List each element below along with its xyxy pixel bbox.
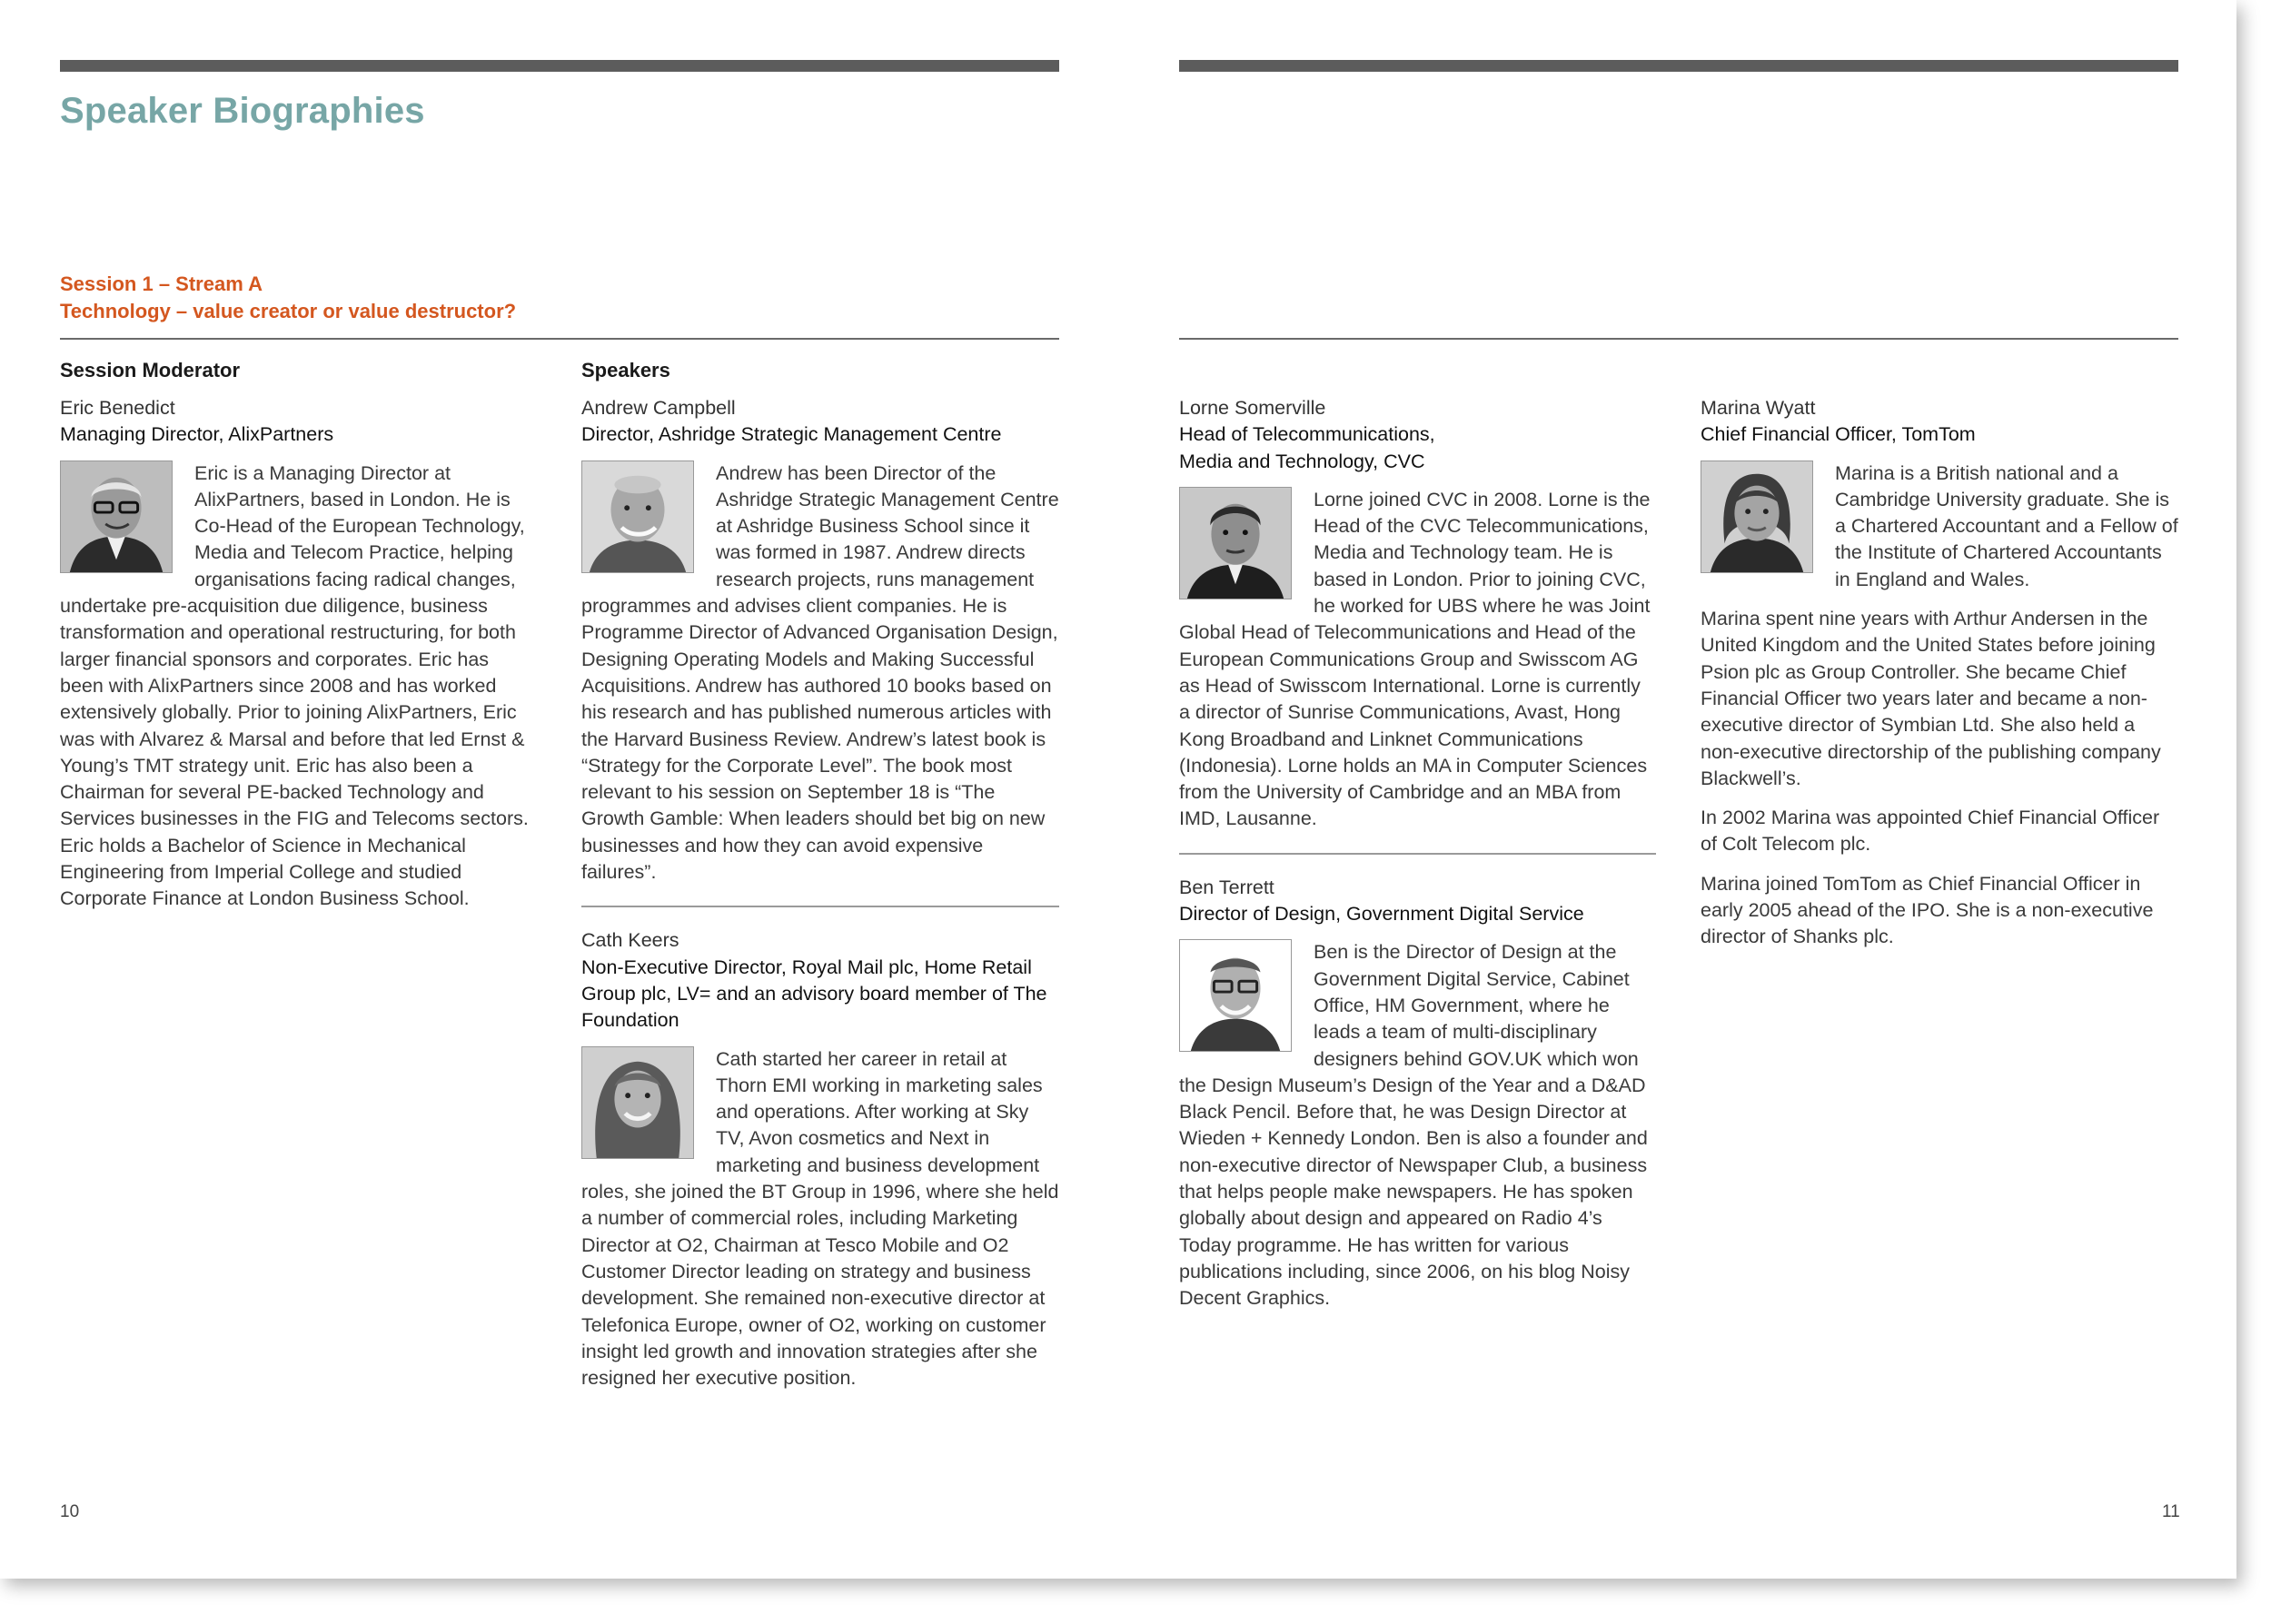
session-topic: Technology – value creator or value destructor? xyxy=(60,300,517,322)
speaker-photo-keers xyxy=(581,1046,694,1159)
right-page-top-rule xyxy=(1179,60,2178,72)
speakers-heading: Speakers xyxy=(581,359,670,381)
speaker-entry-keers xyxy=(581,927,1059,1391)
speaker-photo-benedict xyxy=(60,460,173,573)
speaker-photo-terrett xyxy=(1179,939,1292,1052)
speaker-role: Non-Executive Director, Royal Mail plc, Home Retail Group plc, LV= and an advisory board member of The Foundation xyxy=(581,956,1047,1032)
entry-divider xyxy=(581,906,1059,907)
portrait-image xyxy=(61,461,172,572)
speaker-name: Ben Terrett xyxy=(1179,876,1274,898)
speaker-photo-wyatt xyxy=(1701,460,1813,573)
right-section-rule xyxy=(1179,338,2178,340)
page-number-left: 10 xyxy=(60,1502,80,1521)
right-column-1 xyxy=(1179,395,1656,1325)
speaker-name: Andrew Campbell xyxy=(581,397,736,419)
speakers-column xyxy=(581,357,1059,1404)
speaker-entry-wyatt xyxy=(1701,395,2178,951)
page-title: Speaker Biographies xyxy=(60,91,425,131)
speaker-bio: Lorne joined CVC in 2008. Lorne is the Head of the CVC Telecommunications, Media and Technology team. He is based in London. Prior to joining CVC, he worked for UBS where he was Joint Global Head of Telecommunications and Head of the European Communications Group and Swisscom AG as Head of Swisscom International. Lorne is currently a director of Sunrise Communications, Avast, Hong Kong Broadband and Linknet Communications (Indonesia). Lorne holds an MA in Computer Sciences from the University of Cambridge and an MBA from IMD, Lausanne. xyxy=(1179,488,1651,830)
moderator-heading: Session Moderator xyxy=(60,359,241,381)
portrait-image xyxy=(1180,488,1291,599)
speaker-name: Eric Benedict xyxy=(60,397,175,419)
portrait-image xyxy=(1180,940,1291,1051)
right-column-2 xyxy=(1701,395,2178,964)
speaker-entry-somerville xyxy=(1179,395,1656,833)
speaker-role-line1: Head of Telecommunications, xyxy=(1179,423,1435,446)
speaker-role: Director of Design, Government Digital Service xyxy=(1179,903,1584,926)
speaker-entry-benedict xyxy=(60,395,537,913)
speaker-name: Marina Wyatt xyxy=(1701,397,1816,419)
speaker-name: Cath Keers xyxy=(581,929,679,952)
speaker-entry-terrett xyxy=(1179,875,1656,1312)
left-page-top-rule xyxy=(60,60,1059,72)
session-heading xyxy=(60,271,516,325)
entry-divider xyxy=(1179,853,1656,855)
speaker-photo-somerville xyxy=(1179,487,1292,599)
session-stream: Session 1 – Stream A xyxy=(60,272,263,295)
speaker-role-line2: Media and Technology, CVC xyxy=(1179,450,1425,472)
speaker-role: Chief Financial Officer, TomTom xyxy=(1701,423,1976,446)
speaker-photo-campbell xyxy=(581,460,694,573)
speaker-bio: Eric is a Managing Director at AlixPartners, based in London. He is Co-Head of the European Technology, Media and Telecom Practice, helping organisations facing radical changes, undertake pre-acquisition due diligence, business transformation and operational restructuring, for both larger financial sponsors and corporates. Eric has been with AlixPartners since 2008 and has worked extensively globally. Prior to joining AlixPartners, Eric was with Alvarez & Marsal and before that led Ernst & Young’s TMT strategy unit. Eric has also been a Chairman for several PE-backed Technology and Services businesses in the FIG and Telecoms sectors. Eric holds a Bachelor of Science in Mechanical Engineering from Imperial College and studied Corporate Finance at London Business School. xyxy=(60,461,529,910)
speaker-role: Managing Director, AlixPartners xyxy=(60,423,334,446)
portrait-image xyxy=(582,461,693,572)
page-number-right: 11 xyxy=(2162,1502,2180,1521)
speaker-bio: Cath started her career in retail at Thorn EMI working in marketing sales and operations. After working at Sky TV, Avon cosmetics and Next in marketing and business development roles, she joined the BT Group in 1996, where she held a number of commercial roles, including Marketing Director at O2, Chairman at Tesco Mobile and O2 Customer Director leading on strategy and business development. She remained non-executive director at Telefonica Europe, owner of O2, working on customer insight led growth and innovation strategies after she resigned her executive position. xyxy=(581,1047,1059,1390)
moderator-column xyxy=(60,357,537,926)
speaker-bio: Marina is a British national and a Cambridge University graduate. She is a Chartered Accountant and a Fellow of the Institute of Chartered Accountants in England and Wales. Marina spent nine years with Arthur Andersen in the United Kingdom and the United States before joining Psion plc as Group Controller. She became Chief Financial Officer two years later and became a non-executive director of Symbian Ltd. She also held a non-executive directorship of the publishing company Blackwell’s. In 2002 Marina was appointed Chief Financial Officer of Colt Telecom plc. Marina joined TomTom as Chief Financial Officer in early 2005 ahead of the IPO. She is a non-executive director of Shanks plc. xyxy=(1701,461,2178,948)
speaker-role: Director, Ashridge Strategic Management Centre xyxy=(581,423,1002,446)
speaker-name: Lorne Somerville xyxy=(1179,397,1326,419)
speaker-entry-campbell xyxy=(581,395,1059,886)
left-section-rule xyxy=(60,338,1059,340)
portrait-image xyxy=(1701,461,1812,572)
speaker-bio: Andrew has been Director of the Ashridge Strategic Management Centre at Ashridge Business School since it was formed in 1987. Andrew directs research projects, runs management programmes and advises client companies. He is Programme Director of Advanced Organisation Design, Designing Operating Models and Making Successful Acquisitions. Andrew has authored 10 books based on his research and has published numerous articles with the Harvard Business Review. Andrew’s latest book is “Strategy for the Corporate Level”. The book most relevant to his session on September 18 is “The Growth Gamble: When leaders should bet big on new businesses and how they can avoid expensive failures”. xyxy=(581,461,1059,884)
portrait-image xyxy=(582,1047,693,1158)
speaker-bio: Ben is the Director of Design at the Government Digital Service, Cabinet Office, HM Government, where he leads a team of multi-disciplinary designers behind GOV.UK which won the Design Museum’s Design of the Year and a D&AD Black Pencil. Before that, he was Design Director at Wieden + Kennedy London. Ben is also a founder and non-executive director of Newspaper Club, a business that helps people make newspapers. He has spoken globally about design and appeared on Radio 4’s Today programme. He has written for various publications including, since 2006, on his blog Noisy Decent Graphics. xyxy=(1179,941,1648,1310)
